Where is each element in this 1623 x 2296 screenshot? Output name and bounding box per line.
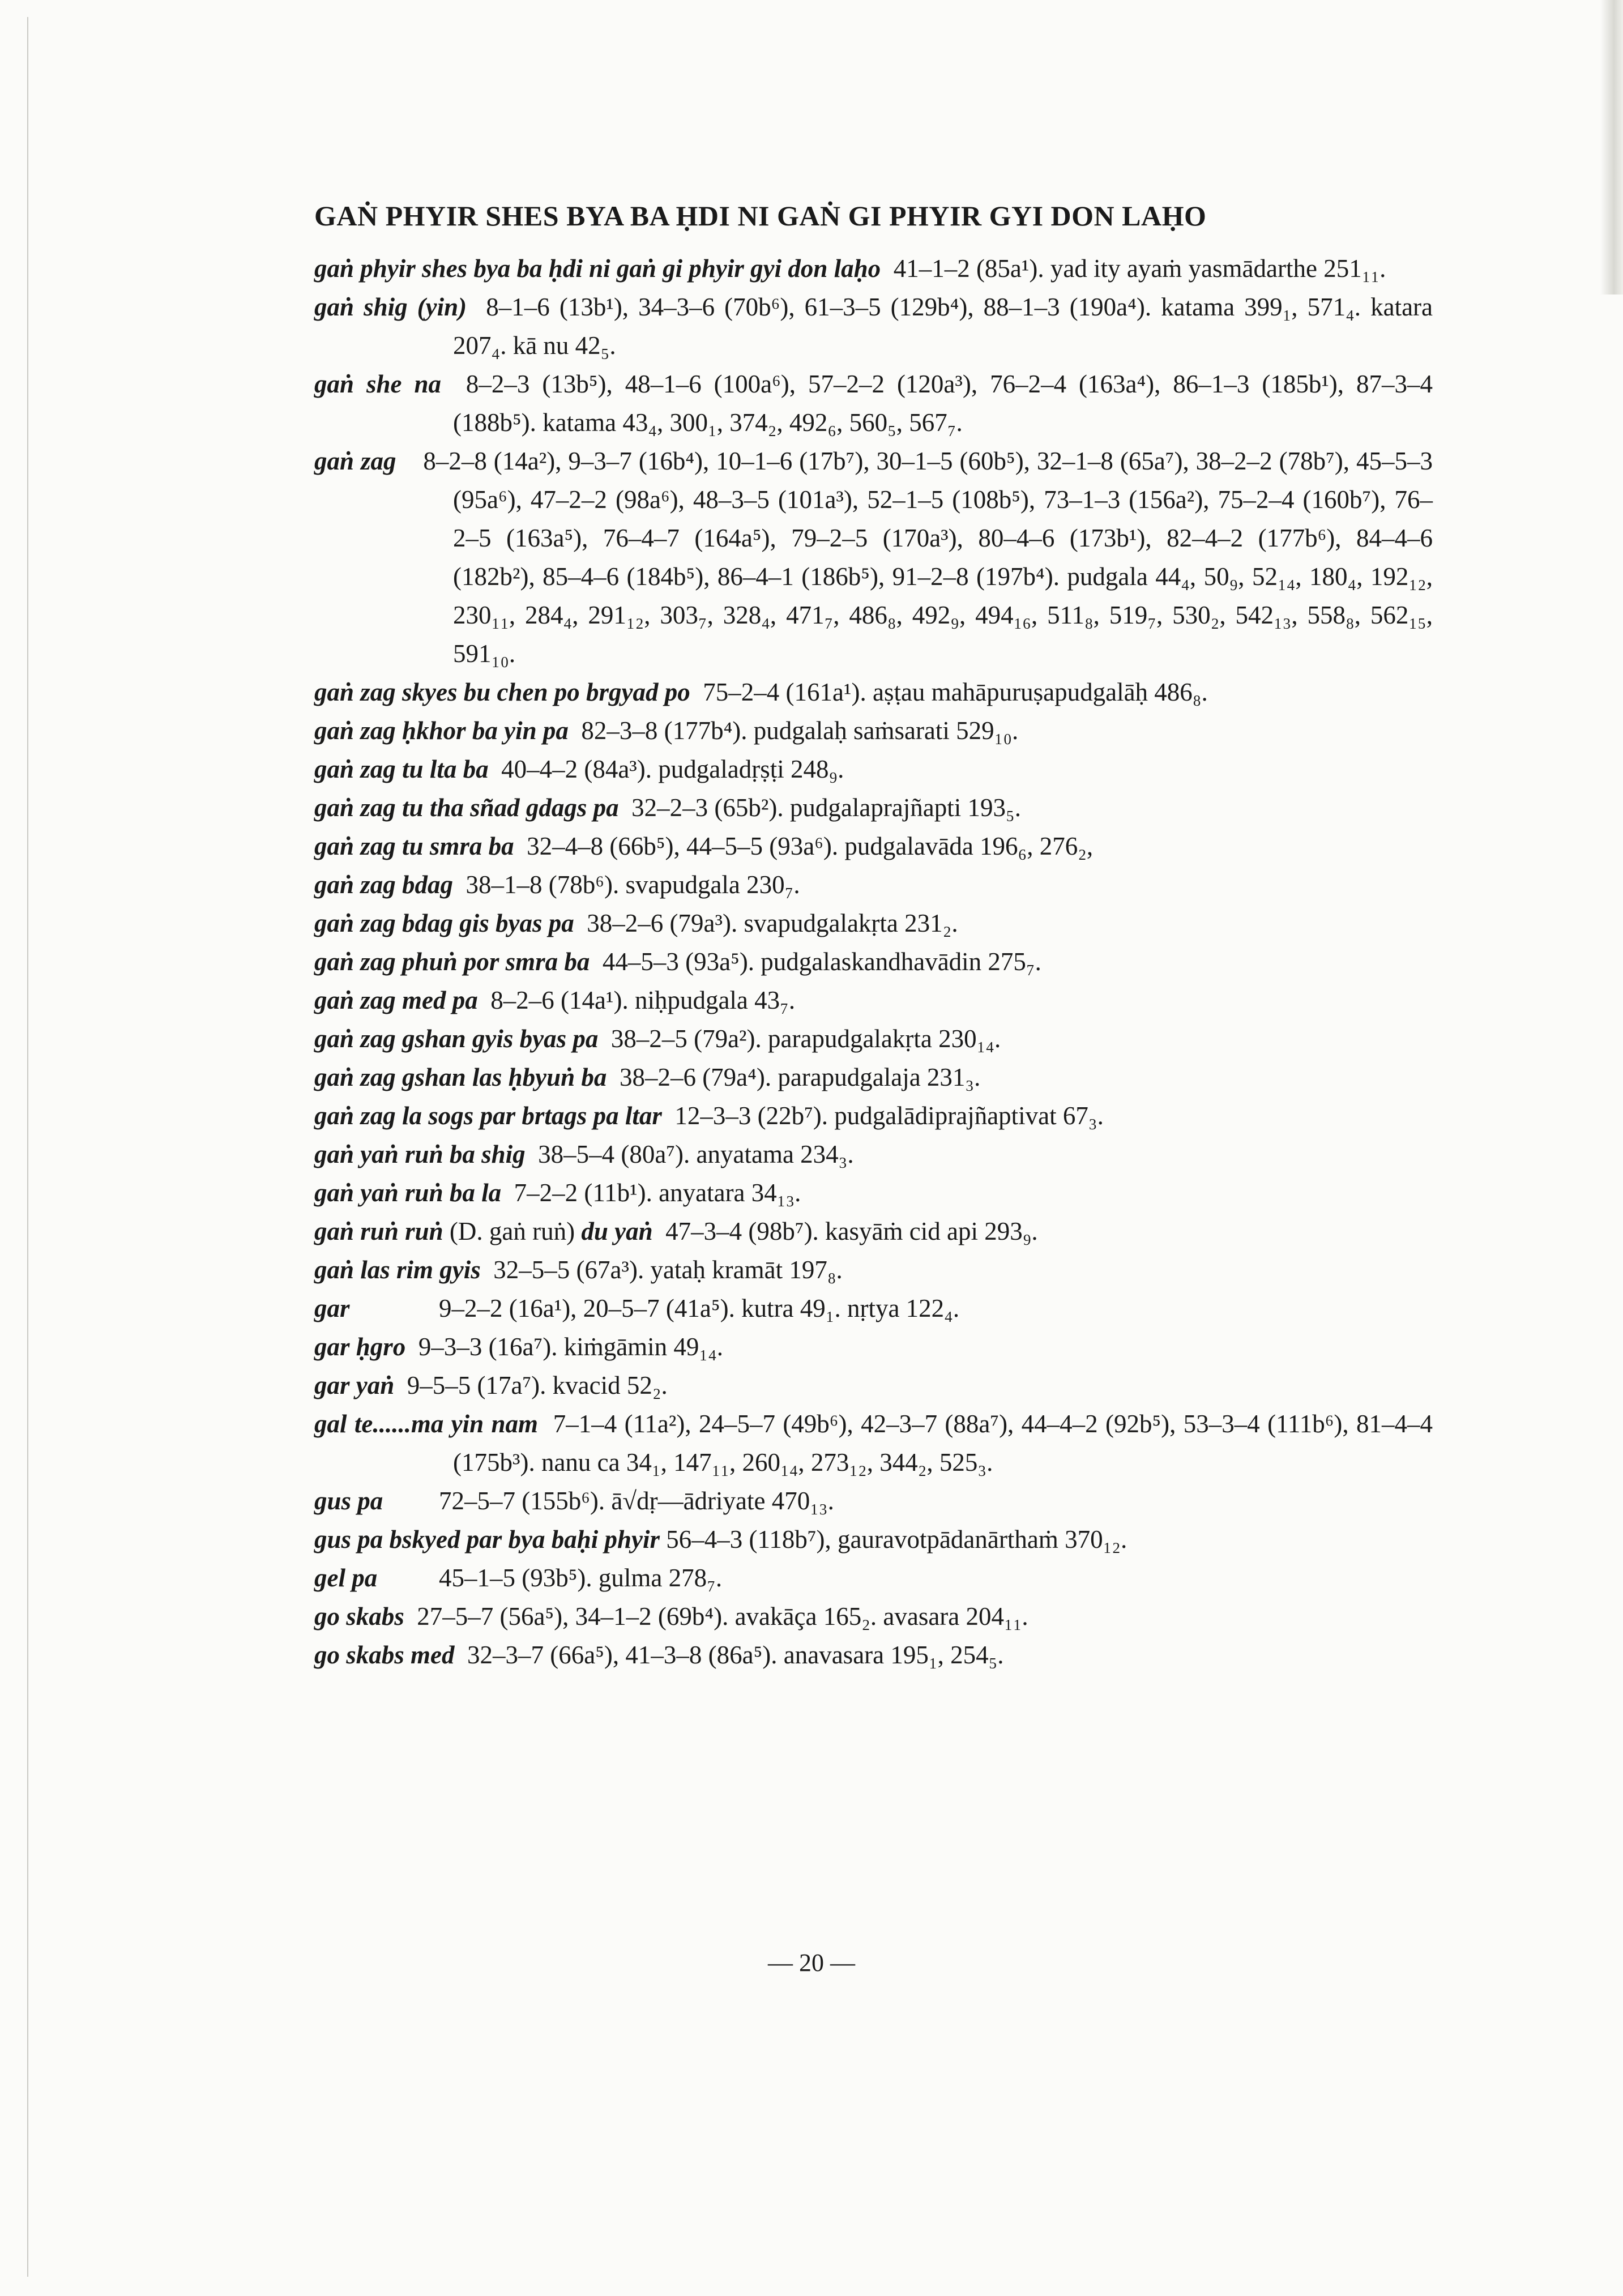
entry (314, 1366, 1433, 1405)
entry (314, 1405, 1433, 1482)
entry (314, 249, 1433, 288)
headword: gaṅ phyir shes bya ba ḥdi ni gaṅ gi phyir gyi don laḥo (314, 254, 881, 283)
entry (314, 1636, 1433, 1674)
headword: gaṅ yaṅ ruṅ ba shig (314, 1140, 526, 1168)
entry-refs: 27–5–7 (56a⁵), 34–1–2 (69b⁴). avakāça 165₂. avasara 204₁₁. (417, 1602, 1028, 1631)
entry-refs: 38–2–6 (79a⁴). parapudgalaja 231₃. (619, 1063, 981, 1091)
entry (314, 1019, 1433, 1058)
headword: gal te......ma yin nam (314, 1410, 539, 1438)
entry-refs: 47–3–4 (98b⁷). kasyāṁ cid api 293₉. (665, 1217, 1038, 1245)
entry (314, 288, 1433, 365)
entry (314, 750, 1433, 788)
headword: gaṅ zag tu tha sñad gdags pa (314, 793, 619, 822)
headword: gaṅ yaṅ ruṅ ba la (314, 1179, 502, 1207)
entry (314, 1058, 1433, 1096)
headword: gaṅ zag ḥkhor ba yin pa (314, 716, 569, 745)
entry (314, 1251, 1433, 1289)
entry-refs: 8–1–6 (13b¹), 34–3–6 (70b⁶), 61–3–5 (129b⁴), 88–1–3 (190a⁴). katama 399₁, 571₄. katara 207₄. kā nu 42₅. (453, 293, 1433, 360)
entry-refs: 38–1–8 (78b⁶). svapudgala 230₇. (465, 870, 800, 899)
entry (314, 1597, 1433, 1636)
entry (314, 365, 1433, 442)
headword: gaṅ zag tu lta ba (314, 755, 489, 783)
entry-refs: 7–2–2 (11b¹). anyatara 34₁₃. (514, 1179, 801, 1207)
entry-refs: 38–2–5 (79a²). parapudgalakṛta 230₁₄. (610, 1025, 1001, 1053)
entry (314, 827, 1433, 865)
headword: gaṅ zag bdag gis byas pa (314, 909, 574, 937)
entry (314, 1520, 1433, 1559)
entry-refs: 8–2–8 (14a²), 9–3–7 (16b⁴), 10–1–6 (17b⁷), 30–1–5 (60b⁵), 32–1–8 (65a⁷), 38–2–2 (78b⁷), 45–5–3 (95a⁶), 47–2–2 (98a⁶), 48–3–5 (101a³), 52–1–5 (108b⁵), 73–1–3 (156a²), 75–2–4 (160b⁷), 76–2–5 (163a⁵), 76–4–7 (164a⁵), 79–2–5 (170a³), 80–4–6 (173b¹), 82–4–2 (177b⁶), 84–4–6 (182b²), 85–4–6 (184b⁵), 86–4–1 (186b⁵), 91–2–8 (197b⁴). pudgala 44₄, 50₉, 52₁₄, 180₄, 192₁₂, 230₁₁, 284₄, 291₁₂, 303₇, 328₄, 471₇, 486₈, 492₉, 494₁₆, 511₈, 519₇, 530₂, 542₁₃, 558₈, 562₁₅, 591₁₀. (423, 447, 1433, 668)
entry (314, 981, 1433, 1019)
entry-refs: 72–5–7 (155b⁶). ā√dṛ—ādriyate 470₁₃. (439, 1487, 834, 1515)
headword: gaṅ ruṅ ruṅ (314, 1217, 443, 1245)
entry-refs: 45–1–5 (93b⁵). gulma 278₇. (439, 1564, 723, 1592)
page-content (314, 199, 1433, 1674)
headword: go skabs (314, 1602, 404, 1631)
entry-refs: 9–5–5 (17a⁷). kvacid 52₂. (407, 1371, 668, 1399)
headword: gaṅ shig (yin) (314, 293, 467, 321)
page-header: GAṄ PHYIR SHES BYA BA ḤDI NI GAṄ GI PHYIR GYI DON LAḤO (314, 200, 1207, 232)
page-number: — 20 — (768, 1949, 855, 1977)
entry-refs: 75–2–4 (161a¹). aṣṭau mahāpuruṣapudgalāḥ 486₈. (703, 678, 1208, 706)
entry (314, 1559, 1433, 1597)
entry (314, 1096, 1433, 1135)
entry (314, 1212, 1433, 1251)
entry-refs: 7–1–4 (11a²), 24–5–7 (49b⁶), 42–3–7 (88a⁷), 44–4–2 (92b⁵), 53–3–4 (111b⁶), 81–4–4 (175b³). nanu ca 34₁, 147₁₁, 260₁₄, 273₁₂, 344₂, 525₃. (453, 1410, 1433, 1476)
headword: gus pa (314, 1487, 383, 1515)
headword: gaṅ zag med pa (314, 986, 478, 1014)
entry-refs: 32–2–3 (65b²). pudgalaprajñapti 193₅. (631, 793, 1021, 822)
entry (314, 904, 1433, 942)
entry (314, 1482, 1433, 1520)
headword: gaṅ zag gshan gyis byas pa (314, 1025, 599, 1053)
entry-refs: 41–1–2 (85a¹). yad ity ayaṁ yasmādarthe 251₁₁. (893, 254, 1386, 283)
entry-refs: 12–3–3 (22b⁷). pudgalādiprajñaptivat 67₃. (674, 1102, 1104, 1130)
headword: go skabs med (314, 1641, 455, 1669)
headword: gar yaṅ (314, 1371, 395, 1399)
entry-refs: 8–2–6 (14a¹). niḥpudgala 43₇. (490, 986, 796, 1014)
headword: gel pa (314, 1564, 378, 1592)
entry-refs: 40–4–2 (84a³). pudgaladṛṣṭi 248₉. (501, 755, 844, 783)
entry (314, 1328, 1433, 1366)
headword: gaṅ zag phuṅ por smra ba (314, 948, 590, 976)
headword: gaṅ zag bdag (314, 870, 454, 899)
entry-refs: 82–3–8 (177b⁴). pudgalaḥ saṁsarati 529₁₀. (581, 716, 1019, 745)
entry (314, 711, 1433, 750)
entry-refs: 9–3–3 (16a⁷). kiṁgāmin 49₁₄. (418, 1333, 724, 1361)
entry-refs: 9–2–2 (16a¹), 20–5–7 (41a⁵). kutra 49₁. nṛtya 122₄. (439, 1294, 960, 1322)
headword: gaṅ zag skyes bu chen po brgyad po (314, 678, 690, 706)
headword: gar (314, 1294, 350, 1322)
headword: gaṅ she na (314, 370, 441, 398)
entry (314, 788, 1433, 827)
headword: gus pa bskyed par bya baḥi phyir (314, 1525, 660, 1554)
entry (314, 1289, 1433, 1328)
entry (314, 1135, 1433, 1173)
entry-refs: 44–5–3 (93a⁵). pudgalaskandhavādin 275₇. (602, 948, 1041, 976)
entry (314, 942, 1433, 981)
entry (314, 865, 1433, 904)
variant-note: (D. gaṅ ruṅ) (449, 1217, 575, 1245)
entry-list (314, 249, 1433, 1674)
entry-refs: 56–4–3 (118b⁷), gauravotpādanārthaṁ 370₁₂. (666, 1525, 1127, 1554)
page-edge-right (1600, 0, 1623, 295)
headword: gaṅ zag gshan las ḥbyuṅ ba (314, 1063, 607, 1091)
page-edge-left (27, 17, 28, 2277)
headword: gaṅ zag (314, 447, 396, 475)
headword: gaṅ las rim gyis (314, 1256, 481, 1284)
entry-refs: 38–2–6 (79a³). svapudgalakṛta 231₂. (587, 909, 958, 937)
entry (314, 673, 1433, 711)
entry-refs: 38–5–4 (80a⁷). anyatama 234₃. (538, 1140, 854, 1168)
entry-refs: 32–5–5 (67a³). yataḥ kramāt 197₈. (493, 1256, 843, 1284)
entry (314, 442, 1433, 673)
headword-continued: du yaṅ (581, 1217, 653, 1245)
entry-refs: 32–4–8 (66b⁵), 44–5–5 (93a⁶). pudgalavāda 196₆, 276₂, (527, 832, 1094, 860)
entry-refs: 32–3–7 (66a⁵), 41–3–8 (86a⁵). anavasara 195₁, 254₅. (467, 1641, 1004, 1669)
entry (314, 1173, 1433, 1212)
headword: gaṅ zag tu smra ba (314, 832, 514, 860)
entry-refs: 8–2–3 (13b⁵), 48–1–6 (100a⁶), 57–2–2 (120a³), 76–2–4 (163a⁴), 86–1–3 (185b¹), 87–3–4 (188b⁵). katama 43₄, 300₁, 374₂, 492₆, 560₅, 567₇. (453, 370, 1433, 437)
headword: gar ḥgro (314, 1333, 406, 1361)
headword: gaṅ zag la sogs par brtags pa ltar (314, 1102, 662, 1130)
